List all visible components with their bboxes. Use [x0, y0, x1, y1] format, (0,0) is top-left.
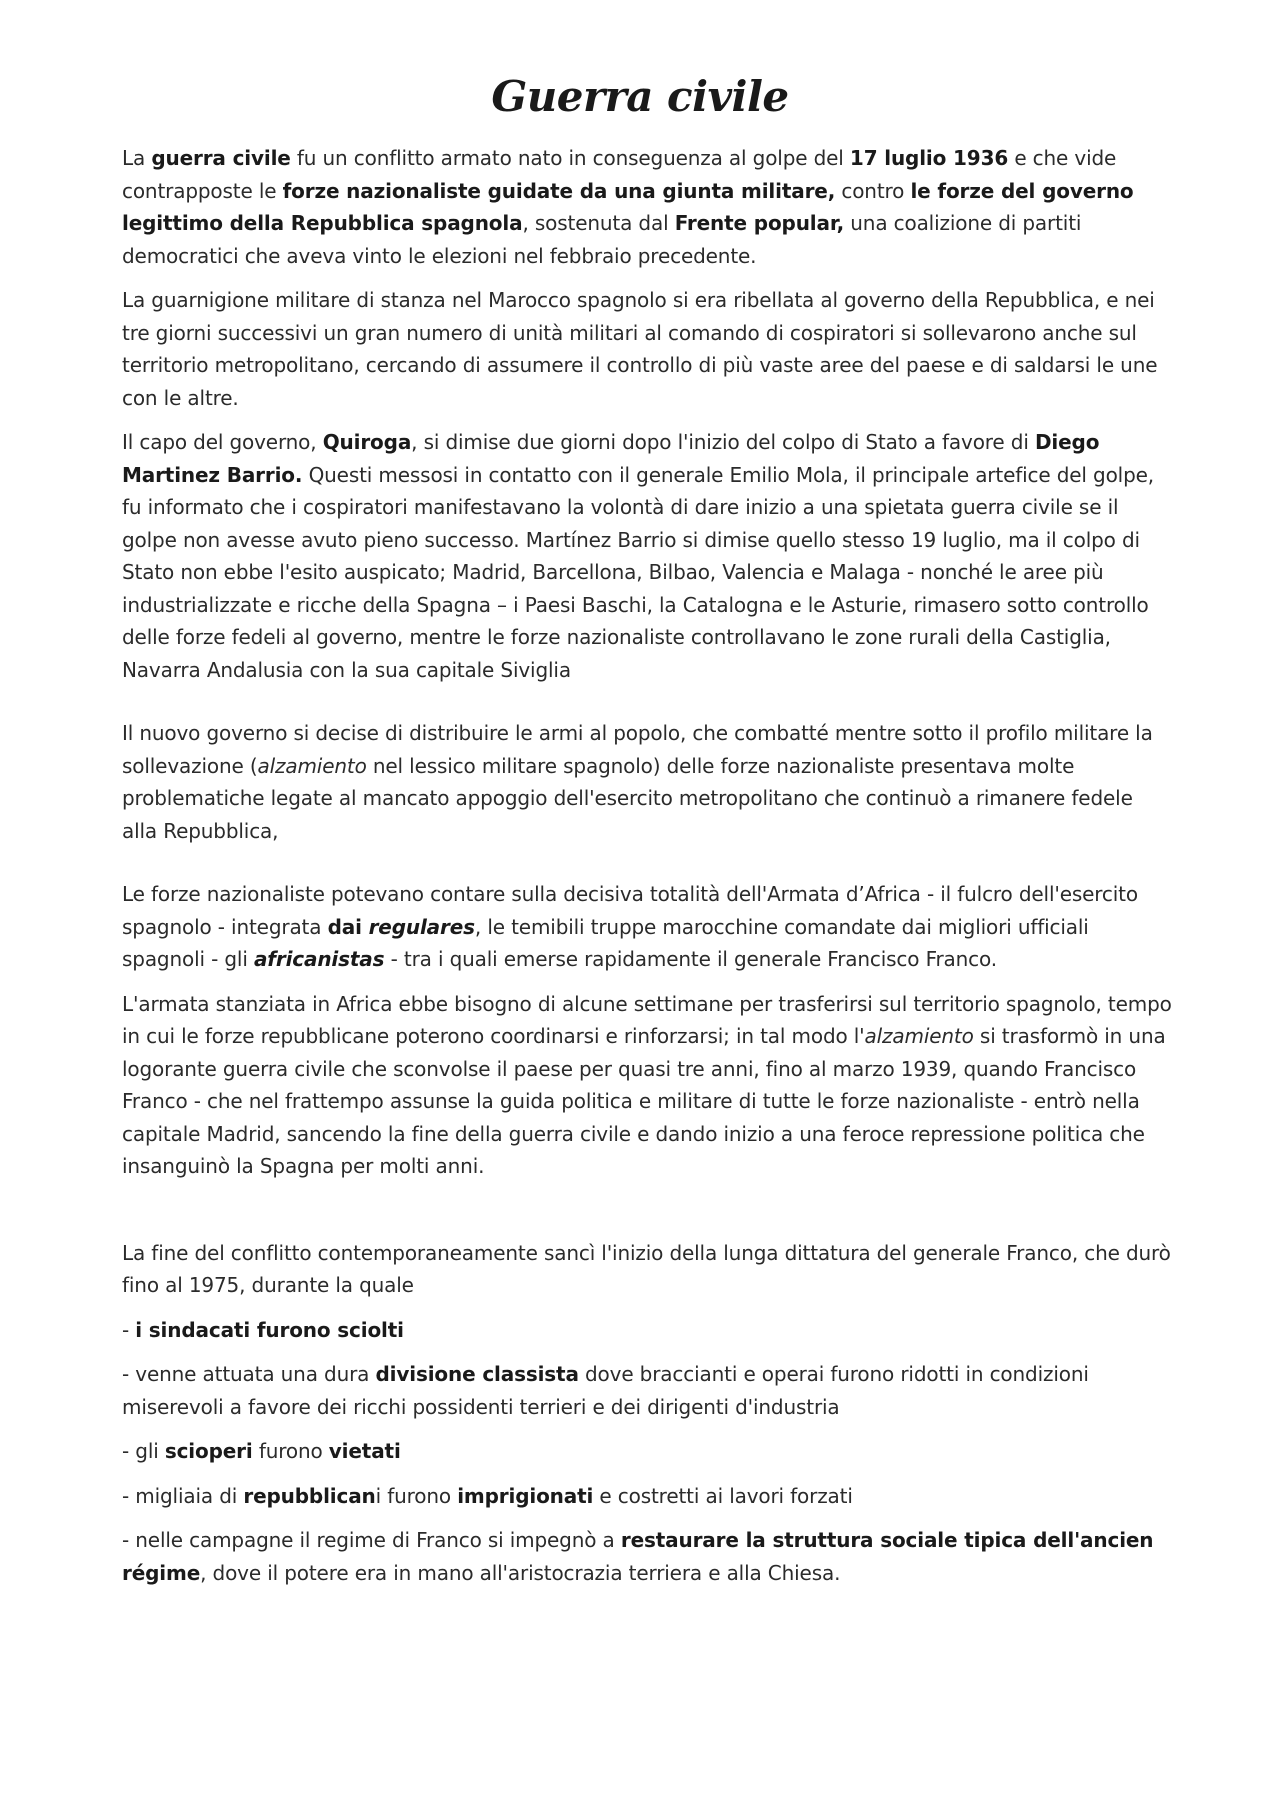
bold-run: dai	[327, 914, 369, 939]
bold-run: Quiroga	[322, 430, 412, 454]
list-item-unions	[122, 1314, 1172, 1347]
bold-run: le forze del governo legittimo della Repubblica spagnola	[122, 178, 1134, 235]
text-run: furono	[252, 1439, 329, 1463]
document-body	[122, 142, 1172, 1601]
paragraph-morocco: La guarnigione militare di stanza nel Marocco spagnolo si era ribellata al governo della Repubblica, e nei tre giorni successivi un gran numero di unità militari al comando di cospiratori si sollevarono anche sul territorio metropolitano, cercando di assumere il controllo di più vaste aree del paese e di saldarsi le une con le altre.	[122, 288, 1158, 410]
paragraph-new-government	[122, 717, 1172, 847]
bold-run: divisione classista	[375, 1362, 579, 1386]
paragraph-quiroga	[122, 426, 1172, 686]
text-run: , dove il potere era in mano all'aristocrazia terriera e alla Chiesa.	[200, 1560, 841, 1585]
text-run: , si dimise due giorni dopo l'inizio del colpo di Stato a favore di	[411, 430, 1035, 454]
page-title: Guerra civile	[491, 72, 789, 121]
italic-run: alzamiento	[864, 1024, 974, 1048]
text-run: Il nuovo governo si decise di distribuire le armi al popolo, che combatté mentre sotto il profilo militare la sollevazione (	[122, 721, 1153, 778]
text-run: dove braccianti e operai furono ridotti in condizioni miserevoli a favore dei ricchi possidenti terrieri e dei dirigenti d'industria	[122, 1362, 1089, 1419]
bold-run: imprigionati	[457, 1483, 594, 1508]
text-run: e costretti ai lavori forzati	[593, 1483, 853, 1508]
text-run: - venne attuata una dura	[122, 1362, 376, 1386]
paragraph-army-africa	[122, 988, 1172, 1183]
text-run: Le forze nazionaliste potevano contare sulla decisiva totalità dell'Armata d’Africa - il fulcro dell'esercito spagnolo - integrata	[122, 882, 1138, 939]
text-run: una coalizione di partiti democratici che aveva vinto le elezioni nel febbraio precedente.	[122, 211, 1082, 268]
paragraph-nationalist-forces	[122, 878, 1172, 976]
bold-run: vietati	[328, 1439, 401, 1463]
text-run: contro	[835, 178, 911, 203]
text-run: i furono	[375, 1483, 458, 1508]
text-run: Il capo del governo,	[122, 430, 323, 454]
text-run: fu un conflitto armato nato in conseguenza al golpe del	[290, 146, 850, 170]
italic-run: alzamiento	[257, 753, 367, 778]
text-run: - migliaia di	[122, 1483, 244, 1508]
text-run: nel lessico militare spagnolo) delle forze nazionaliste presentava molte problematiche legate al mancato appoggio dell'esercito metropolitano che continuò a rimanere fedele alla Repubblica,	[122, 753, 1133, 843]
bold-run: i sindacati furono sciolti	[135, 1317, 404, 1342]
bold-run: restaurare la struttura sociale tipica dell'ancien régime	[122, 1528, 1154, 1585]
text-run: , le temibili truppe marocchine comandate dai migliori ufficiali spagnoli - gli	[122, 914, 1089, 971]
list-item-strikes	[122, 1435, 1172, 1468]
text-run: Questi messosi in contatto con il generale Emilio Mola, il principale artefice del golpe, fu informato che i cospiratori manifestavano la volontà di dare inizio a una spietata guerra civile se il golpe non avesse avuto pieno successo. Martínez Barrio si dimise quello stesso 19 luglio, ma il colpo di Stato non ebbe l'esito auspicato; Madrid, Barcellona, Bilbao, Valencia e Malaga - nonché le aree più industrializzate e ricche della Spagna – i Paesi Baschi, la Catalogna e le Asturie, rimasero sotto controllo delle forze fedeli al governo, mentre le forze nazionaliste controllavano le zone rurali della Castiglia, Navarra Andalusia con la sua capitale Siviglia	[122, 462, 1154, 682]
text-run: e che vide contrapposte le	[122, 146, 1117, 203]
bold-italic-run: regulares	[368, 914, 475, 939]
text-run: , sostenuta dal	[522, 211, 675, 235]
bold-run: forze nazionaliste guidate da una giunta militare,	[282, 178, 836, 203]
text-run: - nelle campagne il regime di Franco si impegnò a	[122, 1528, 621, 1552]
bold-run: Frente popular,	[674, 211, 845, 235]
bold-run: Diego Martinez Barrio.	[122, 430, 1100, 487]
list-item-ancien-regime	[122, 1524, 1172, 1589]
list-item-republicans	[122, 1480, 1172, 1513]
bold-italic-run: africanistas	[253, 947, 385, 971]
text-run: si trasformò in una logorante guerra civile che sconvolse il paese per quasi tre anni, fino al marzo 1939, quando Francisco Franco - che nel frattempo assunse la guida politica e militare di tutte le forze nazionaliste - entrò nella capitale Madrid, sancendo la fine della guerra civile e dando inizio a una feroce repressione politica che insanguinò la Spagna per molti anni.	[122, 1024, 1166, 1178]
text-run: - gli	[122, 1439, 165, 1463]
text-run: La	[122, 146, 152, 170]
text-run: -	[122, 1317, 136, 1342]
bold-run: scioperi	[164, 1439, 253, 1463]
text-run: L'armata stanziata in Africa ebbe bisogno di alcune settimane per trasferirsi sul territorio spagnolo, tempo in cui le forze repubblicane poterono coordinarsi e rinforzarsi; in tal modo l'	[122, 991, 1172, 1048]
bold-run: 17 luglio 1936	[849, 146, 1009, 170]
list-item-class-division	[122, 1358, 1172, 1423]
text-run: - tra i quali emerse rapidamente il generale Francisco Franco.	[384, 947, 997, 971]
paragraph-dictatorship: La fine del conflitto contemporaneamente sancì l'inizio della lunga dittatura del generale Franco, che durò fino al 1975, durante la quale	[122, 1240, 1171, 1297]
paragraph-intro	[122, 142, 1172, 272]
bold-run: repubblican	[243, 1483, 376, 1508]
bold-run: guerra civile	[151, 146, 291, 170]
